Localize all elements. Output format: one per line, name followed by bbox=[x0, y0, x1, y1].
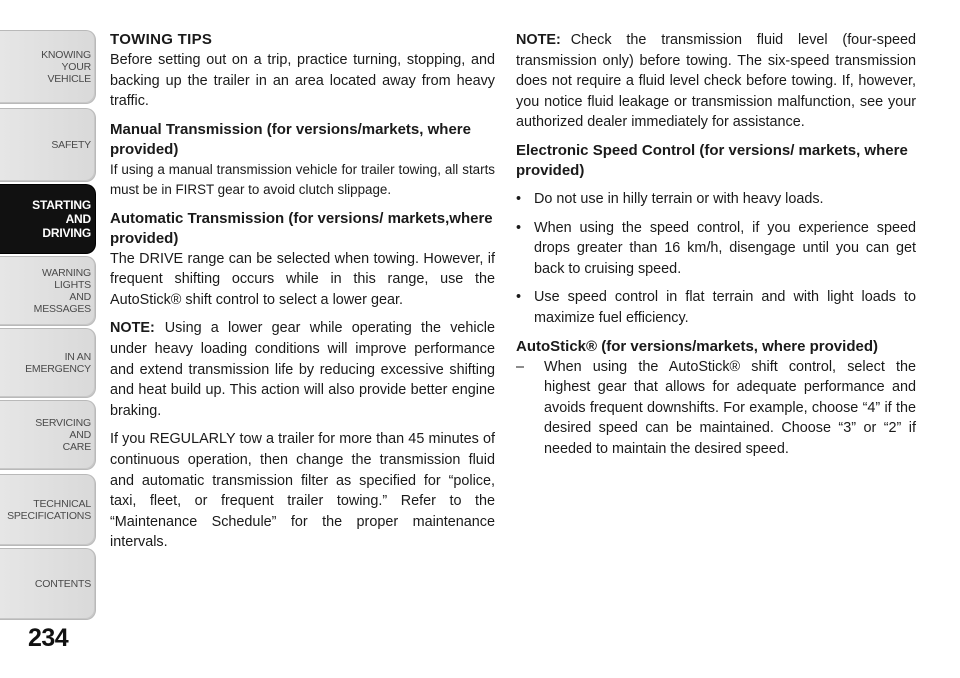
tab-starting-and-driving[interactable] bbox=[0, 184, 96, 254]
list-item-text: When using the speed control, if you experience speed drops greater than 16 km/h, disengage until you can get back to cruising speed. bbox=[534, 219, 916, 277]
tab-label: WARNING LIGHTS AND MESSAGES bbox=[33, 267, 91, 315]
note-label: NOTE: bbox=[516, 32, 561, 48]
fluid-note-text: Check the transmission fluid level (four-speed transmission only) before towing. The six-speed transmission does not require a fluid level check before towing. If, however, you notice fluid leakage or transmission malfunction, see your authorized dealer immediately for assistance. bbox=[516, 32, 916, 131]
dash-list-item: – When using the AutoStick® shift control, select the highest gear that allows for adequate performance and avoids frequent downshifts. For example, choose “4” if the desired speed can be maintained. Choose “3” or “2” if needed to maintain the desired speed. bbox=[516, 358, 916, 457]
speed-control-heading: Electronic Speed Control (for versions/ markets, where provided) bbox=[516, 141, 908, 179]
list-item: • Use speed control in flat terrain and with light loads to maximize fuel efficiency. bbox=[516, 289, 916, 326]
automatic-transmission-text: The DRIVE range can be selected when towing. However, if frequent shifting occurs while in this range, use the AutoStick® shift control to select a lower gear. bbox=[110, 250, 495, 308]
tab-knowing-your-vehicle[interactable] bbox=[0, 30, 96, 104]
autostick-heading: AutoStick® (for versions/markets, where provided) bbox=[516, 337, 878, 355]
tab-label: SERVICING AND CARE bbox=[35, 417, 91, 453]
tab-label: TECHNICAL SPECIFICATIONS bbox=[7, 498, 91, 522]
regular-towing-text: If you REGULARLY tow a trailer for more than 45 minutes of continuous operation, then change the transmission fluid and automatic transmission filter as specified for “police, taxi, fleet, or frequent trailer towing.” Refer to the “Maintenance Schedule” for the proper maintenance intervals. bbox=[110, 431, 495, 551]
tab-label: KNOWING YOUR VEHICLE bbox=[41, 49, 91, 85]
page-number: 234 bbox=[28, 624, 69, 652]
tab-in-an-emergency[interactable] bbox=[0, 328, 96, 398]
dash-item-text: When using the AutoStick® shift control, select the highest gear that allows for adequate performance and avoids frequent downshifts. For example, choose “4” if the desired speed can be maintained. Choose “3” or “2” if needed to maintain the desired speed. bbox=[544, 358, 916, 457]
note-label: NOTE: bbox=[110, 320, 155, 337]
tab-label: STARTING AND DRIVING bbox=[32, 198, 91, 240]
tab-technical-specifications[interactable] bbox=[0, 474, 96, 546]
manual-transmission-heading: Manual Transmission (for versions/markets, where provided) bbox=[110, 120, 471, 158]
tab-label: IN AN EMERGENCY bbox=[25, 351, 91, 375]
towing-tips-heading: TOWING TIPS bbox=[110, 31, 213, 48]
manual-transmission-text: If using a manual transmission vehicle for trailer towing, all starts must be in FIRST gear to avoid clutch slippage. bbox=[110, 161, 495, 198]
fluid-note-paragraph bbox=[516, 30, 916, 133]
left-column bbox=[110, 30, 495, 561]
list-item-text: Use speed control in flat terrain and with light loads to maximize fuel efficiency. bbox=[534, 289, 916, 326]
chapter-tabs-sidebar bbox=[0, 0, 97, 678]
note-text: Using a lower gear while operating the vehicle under heavy loading conditions will improve performance and extend transmission life by reducing excessive shifting and heat build up. This action will also provide better engine braking. bbox=[110, 320, 495, 419]
list-item: • Do not use in hilly terrain or with heavy loads. bbox=[516, 190, 824, 207]
tab-servicing-and-care[interactable] bbox=[0, 400, 96, 470]
tab-safety[interactable] bbox=[0, 108, 96, 182]
tab-label: CONTENTS bbox=[34, 578, 91, 590]
tab-label: SAFETY bbox=[51, 139, 91, 151]
tab-contents[interactable] bbox=[0, 548, 96, 620]
automatic-transmission-heading: Automatic Transmission (for versions/ markets,where provided) bbox=[110, 209, 493, 247]
list-item-text: Do not use in hilly terrain or with heavy loads. bbox=[534, 190, 824, 207]
list-item: • When using the speed control, if you experience speed drops greater than 16 km/h, disengage until you can get back to cruising speed. bbox=[516, 219, 916, 277]
note-paragraph bbox=[110, 318, 495, 421]
towing-tips-text: Before setting out on a trip, practice turning, stopping, and backing up the trailer in an area located away from heavy traffic. bbox=[110, 52, 495, 110]
tab-warning-lights-and-messages[interactable] bbox=[0, 256, 96, 326]
right-column bbox=[516, 30, 916, 460]
